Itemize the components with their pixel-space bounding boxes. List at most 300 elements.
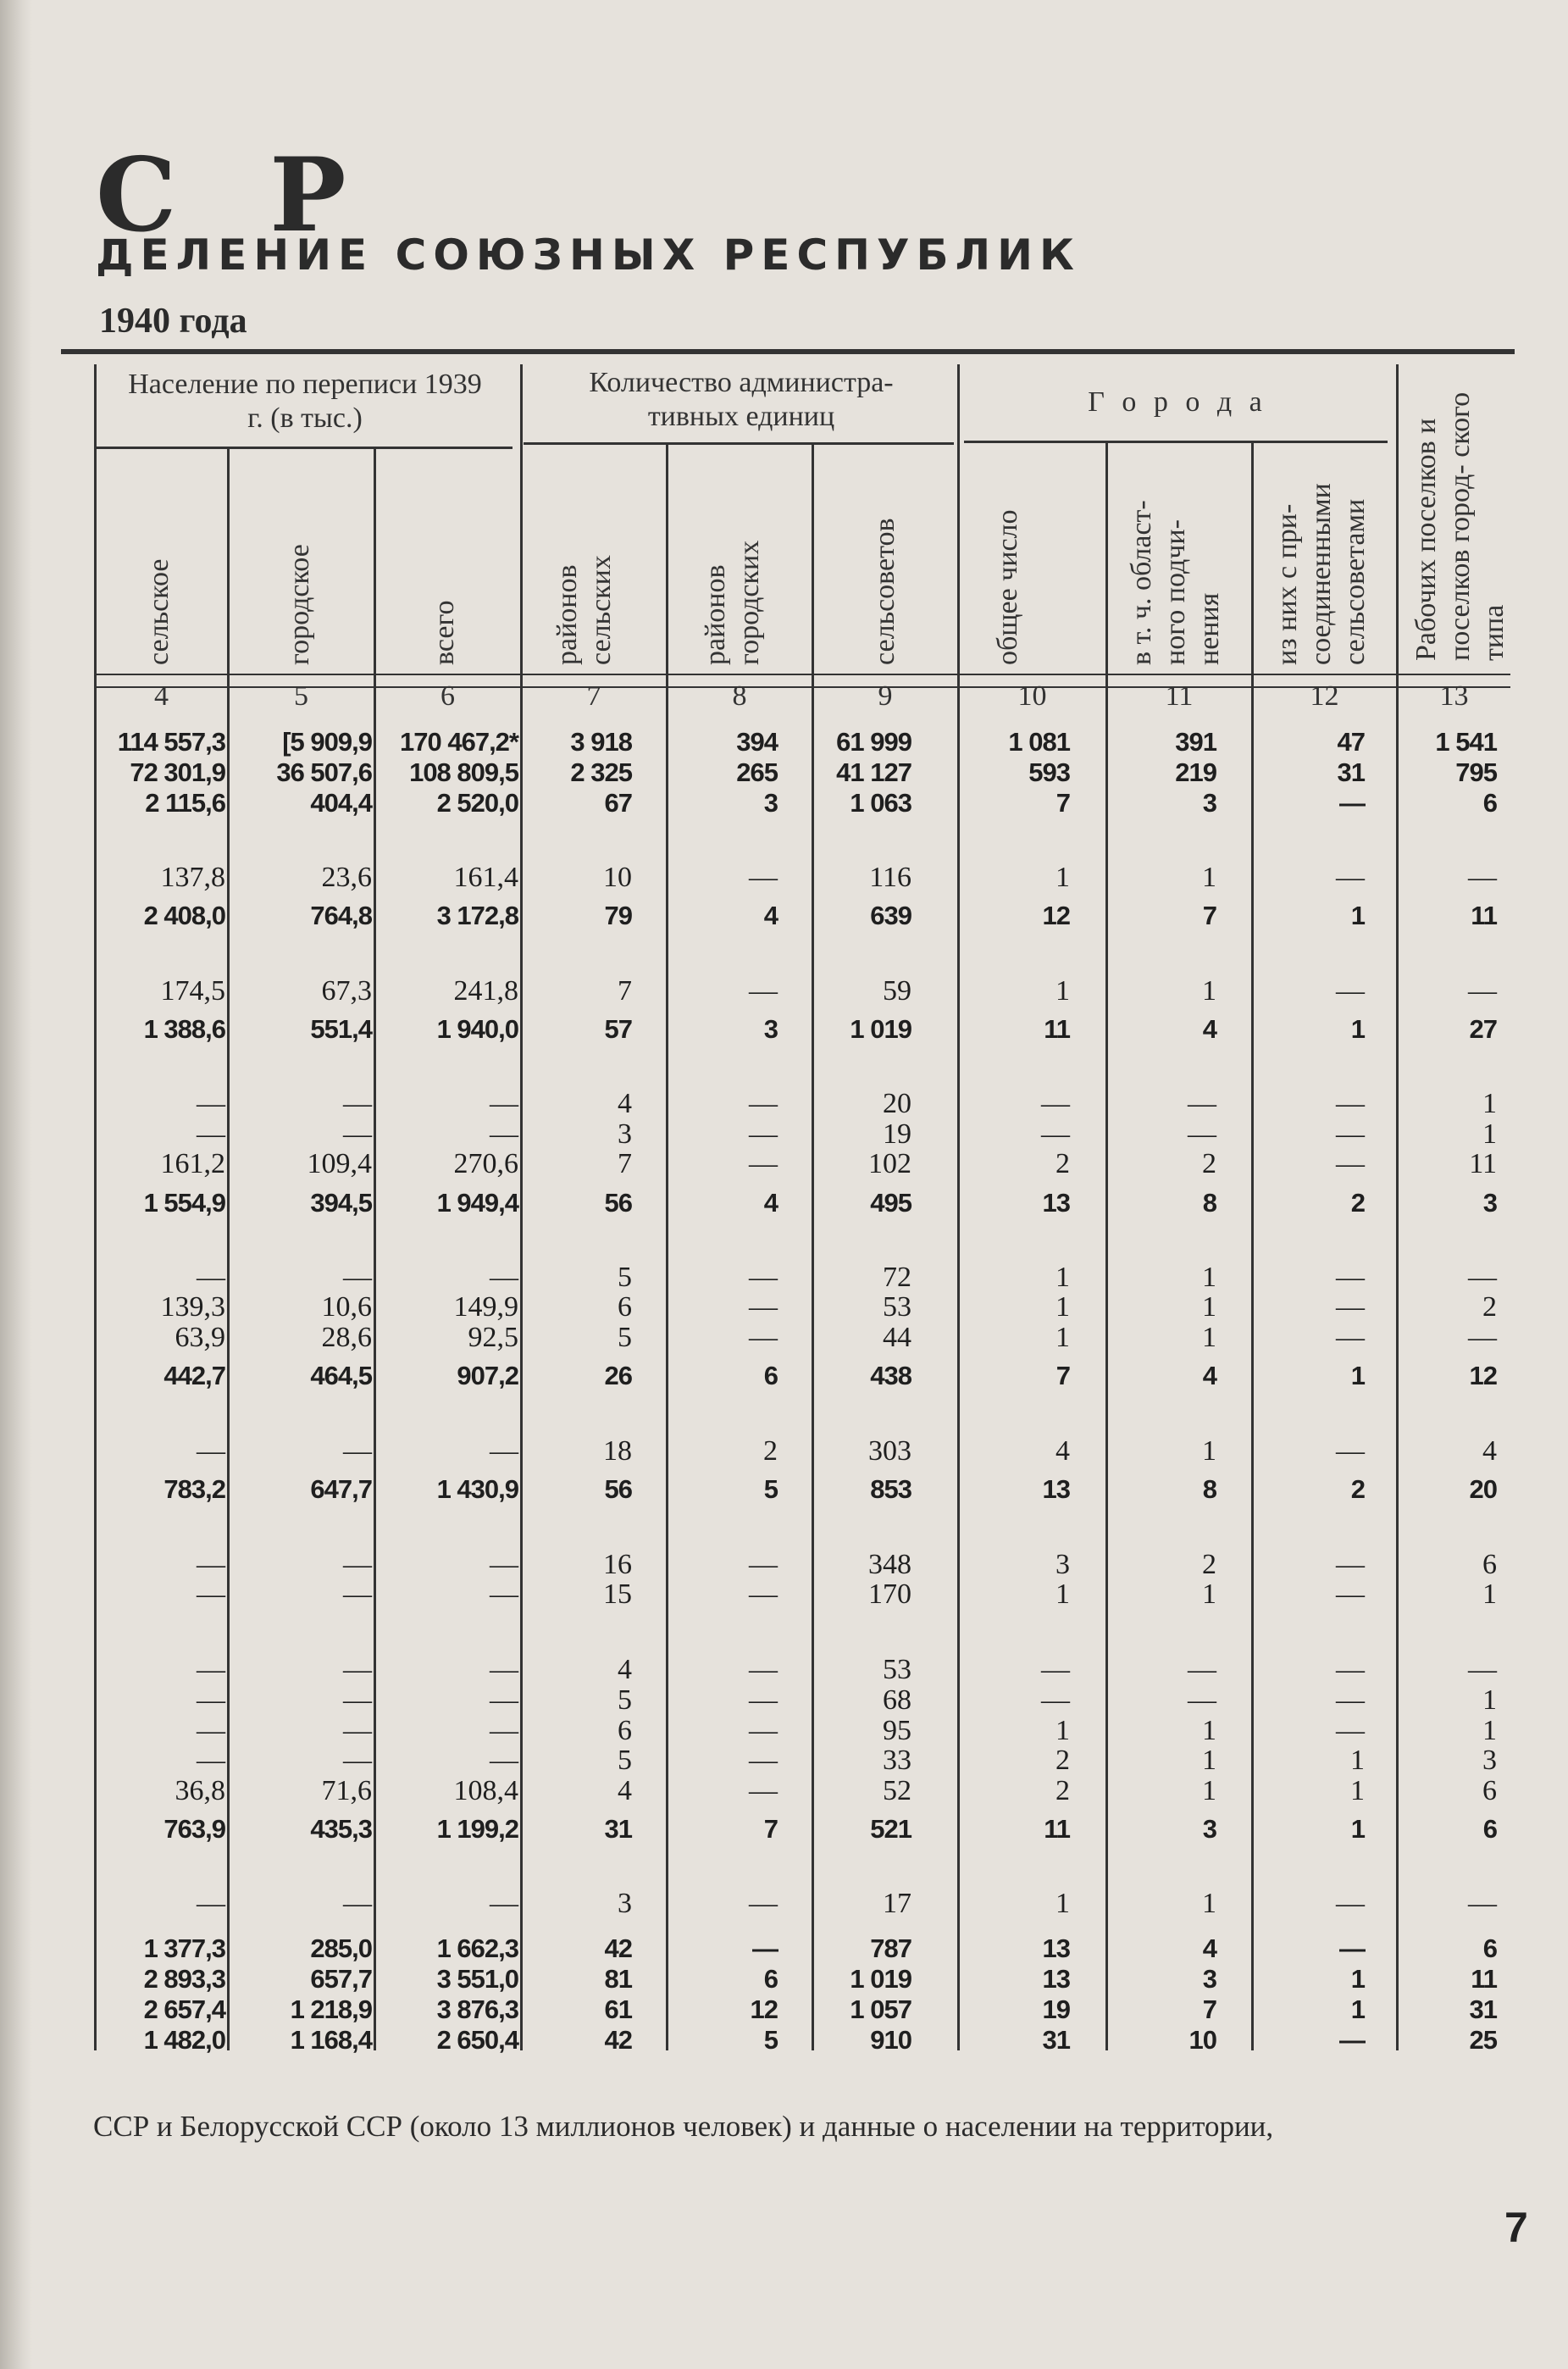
table-cell-col-13: 11 (1471, 1964, 1497, 1994)
table-row (0, 976, 1568, 1007)
table-cell-col-13: 12 (1469, 1361, 1497, 1390)
table-cell-col-10: — (1041, 1654, 1070, 1685)
table-cell-col-11: 4 (1202, 1933, 1216, 1963)
table-cell-col-5: — (343, 1549, 372, 1580)
table-cell-col-13: 3 (1482, 1188, 1497, 1218)
table-cell-col-11: 1 (1202, 1578, 1216, 1610)
table-subheading: ДЕЛЕНИЕ СОЮЗНЫХ РЕСПУБЛИК (96, 230, 1081, 280)
table-cell-col-10: — (1041, 1684, 1070, 1716)
table-cell-col-12: — (1336, 1322, 1365, 1353)
table-cell-col-4: — (197, 1549, 225, 1580)
table-cell-col-12: — (1336, 1435, 1365, 1467)
table-cell-col-4: 2 408,0 (143, 901, 225, 930)
table-cell-col-9: 44 (883, 1322, 911, 1353)
col-urban-districts: районов городских (700, 540, 765, 665)
table-cell-col-4: 174,5 (160, 975, 225, 1007)
top-rule (61, 349, 1515, 354)
table-cell-col-11: 7 (1202, 901, 1216, 930)
table-cell-col-8: — (749, 975, 778, 1007)
table-cell-col-13: 6 (1482, 788, 1497, 818)
table-cell-col-12: 1 (1350, 1814, 1365, 1844)
table-cell-col-9: 303 (868, 1435, 911, 1467)
table-cell-col-10: 11 (1044, 1014, 1070, 1044)
col-urban: городское (284, 544, 315, 665)
table-cell-col-11: — (1188, 1654, 1216, 1685)
table-cell-col-5: 36 507,6 (276, 757, 372, 787)
table-cell-col-7: 18 (603, 1435, 632, 1467)
table-cell-col-8: 7 (763, 1814, 778, 1844)
table-cell-col-13: 6 (1482, 1933, 1497, 1963)
table-cell-col-10: — (1041, 1118, 1070, 1150)
table-cell-col-4: 1 482,0 (143, 2025, 225, 2055)
table-cell-col-6: — (490, 1654, 518, 1685)
table-cell-col-12: — (1336, 1715, 1365, 1746)
table-cell-col-11: 2 (1202, 1549, 1216, 1580)
table-cell-col-7: 4 (618, 1088, 632, 1119)
table-cell-col-11: 3 (1202, 1964, 1216, 1994)
table-cell-col-13: 1 (1482, 1578, 1497, 1610)
table-cell-col-9: 1 057 (850, 1995, 911, 2024)
table-cell-col-9: 95 (883, 1715, 911, 1746)
col-number-9: 9 (878, 680, 893, 712)
table-cell-col-5: 67,3 (321, 975, 372, 1007)
table-cell-col-10: 1 (1055, 1262, 1070, 1293)
table-cell-col-10: — (1041, 1088, 1070, 1119)
table-cell-col-8: 4 (763, 901, 778, 930)
table-cell-col-5: — (343, 1715, 372, 1746)
table-cell-col-9: 17 (883, 1888, 911, 1919)
table-cell-col-11: 3 (1202, 788, 1216, 818)
table-cell-col-13: 1 (1482, 1118, 1497, 1150)
table-cell-col-10: 1 (1055, 1291, 1070, 1323)
table-cell-col-4: 137,8 (160, 862, 225, 893)
col-number-10: 10 (1017, 680, 1047, 712)
table-cell-col-5: 10,6 (321, 1291, 372, 1323)
table-cell-col-10: 3 (1055, 1549, 1070, 1580)
table-cell-col-12: — (1336, 1118, 1365, 1150)
table-cell-col-6: — (490, 1549, 518, 1580)
table-cell-col-5: — (343, 1088, 372, 1119)
table-cell-col-9: 853 (870, 1474, 911, 1504)
table-cell-col-12: — (1336, 1148, 1365, 1179)
table-cell-col-4: — (197, 1684, 225, 1716)
table-cell-col-6: 1 199,2 (436, 1814, 518, 1844)
table-cell-col-13: 2 (1482, 1291, 1497, 1323)
table-cell-col-12: — (1336, 862, 1365, 893)
col-oblast-sub: в т. ч. област- ного подчи- нения (1126, 500, 1225, 665)
col-selsovets: сельсоветов (869, 518, 900, 665)
table-cell-col-10: 1 (1055, 1888, 1070, 1919)
table-cell-col-4: 114 557,3 (117, 727, 225, 757)
table-cell-col-8: 12 (750, 1995, 778, 2024)
table-cell-col-8: — (749, 1088, 778, 1119)
table-cell-col-4: — (197, 1888, 225, 1919)
table-cell-col-4: — (197, 1578, 225, 1610)
table-cell-col-11: 1 (1202, 1775, 1216, 1806)
table-cell-col-6: — (490, 1435, 518, 1467)
table-cell-col-9: 53 (883, 1291, 911, 1323)
table-row (0, 1933, 1568, 1964)
table-cell-col-13: 6 (1482, 1814, 1497, 1844)
table-cell-col-4: 63,9 (175, 1322, 225, 1353)
table-cell-col-5: 285,0 (310, 1933, 372, 1963)
table-cell-col-9: 495 (870, 1188, 911, 1218)
table-row (0, 2025, 1568, 2056)
table-cell-col-10: 4 (1055, 1435, 1070, 1467)
table-cell-col-7: 56 (604, 1188, 632, 1218)
table-cell-col-11: 2 (1202, 1148, 1216, 1179)
table-cell-col-13: 25 (1469, 2025, 1497, 2055)
table-cell-col-13: 795 (1455, 757, 1497, 787)
table-row (0, 863, 1568, 893)
table-cell-col-12: — (1336, 1262, 1365, 1293)
table-cell-col-5: — (343, 1578, 372, 1610)
table-cell-col-11: 391 (1175, 727, 1216, 757)
table-cell-col-10: 1 (1055, 1715, 1070, 1746)
table-cell-col-5: [5 909,9 (282, 727, 372, 757)
table-cell-col-10: 31 (1042, 2025, 1070, 2055)
table-cell-col-13: 1 (1482, 1088, 1497, 1119)
table-cell-col-5: 551,4 (310, 1014, 372, 1044)
table-cell-col-7: 5 (618, 1745, 632, 1776)
table-cell-col-8: 394 (736, 727, 778, 757)
table-cell-col-5: 71,6 (321, 1775, 372, 1806)
table-cell-col-12: — (1336, 1291, 1365, 1323)
table-row (0, 1814, 1568, 1845)
col-total-count: общее число (992, 509, 1023, 665)
table-cell-col-6: 108 809,5 (409, 757, 518, 787)
table-cell-col-8: — (749, 862, 778, 893)
table-cell-col-5: — (343, 1888, 372, 1919)
table-row (0, 1745, 1568, 1776)
table-cell-col-7: 5 (618, 1684, 632, 1716)
col-rural: сельское (143, 558, 175, 665)
page-heading: С Р (96, 136, 375, 255)
table-cell-col-7: 7 (618, 1148, 632, 1179)
table-cell-col-6: — (490, 1262, 518, 1293)
table-cell-col-8: — (749, 1654, 778, 1685)
table-cell-col-7: 42 (604, 1933, 632, 1963)
table-cell-col-9: 116 (869, 862, 911, 893)
table-cell-col-4: 2 893,3 (143, 1964, 225, 1994)
table-cell-col-11: 10 (1188, 2025, 1216, 2055)
table-cell-col-5: 394,5 (310, 1188, 372, 1218)
table-cell-col-13: 11 (1471, 901, 1497, 930)
table-cell-col-8: 5 (763, 1474, 778, 1504)
col-rural-districts: районов сельских (551, 555, 617, 665)
table-cell-col-9: 521 (870, 1814, 911, 1844)
table-cell-col-6: — (490, 1715, 518, 1746)
table-cell-col-7: 5 (618, 1322, 632, 1353)
table-row (0, 1716, 1568, 1746)
table-cell-col-13: 4 (1482, 1435, 1497, 1467)
table-cell-col-4: 442,7 (163, 1361, 225, 1390)
table-cell-col-9: 787 (870, 1933, 911, 1963)
table-cell-col-12: — (1339, 2025, 1365, 2055)
group-rule-cities (964, 441, 1388, 443)
table-cell-col-6: 1 662,3 (436, 1933, 518, 1963)
table-cell-col-4: — (197, 1654, 225, 1685)
table-cell-col-6: 1 949,4 (436, 1188, 518, 1218)
table-cell-col-5: — (343, 1435, 372, 1467)
table-cell-col-12: — (1336, 1888, 1365, 1919)
table-cell-col-8: — (749, 1745, 778, 1776)
table-cell-col-7: 79 (604, 901, 632, 930)
table-row (0, 1292, 1568, 1323)
table-cell-col-4: 2 115,6 (145, 788, 225, 818)
table-cell-col-7: 56 (604, 1474, 632, 1504)
table-cell-col-5: 28,6 (321, 1322, 372, 1353)
table-cell-col-6: 2 650,4 (436, 2025, 518, 2055)
table-cell-col-9: 59 (883, 975, 911, 1007)
table-cell-col-11: 1 (1202, 1435, 1216, 1467)
table-cell-col-13: — (1468, 1654, 1497, 1685)
col-number-12: 12 (1310, 680, 1339, 712)
table-cell-col-10: 2 (1055, 1745, 1070, 1776)
table-cell-col-9: 910 (870, 2025, 911, 2055)
table-cell-col-10: 1 (1055, 1322, 1070, 1353)
table-cell-col-5: — (343, 1262, 372, 1293)
table-cell-col-11: 1 (1202, 862, 1216, 893)
table-cell-col-5: 1 218,9 (290, 1995, 372, 2024)
table-cell-col-7: 26 (604, 1361, 632, 1390)
table-cell-col-10: 593 (1028, 757, 1070, 787)
table-cell-col-9: 41 127 (836, 757, 911, 787)
table-cell-col-4: 763,9 (163, 1814, 225, 1844)
table-cell-col-10: 13 (1042, 1188, 1070, 1218)
table-cell-col-12: 1 (1350, 1964, 1365, 1994)
table-cell-col-8: — (749, 1118, 778, 1150)
table-cell-col-9: 52 (883, 1775, 911, 1806)
table-cell-col-7: 31 (604, 1814, 632, 1844)
table-cell-col-7: 2 325 (570, 757, 632, 787)
table-cell-col-11: 1 (1202, 1745, 1216, 1776)
table-cell-col-5: — (343, 1684, 372, 1716)
table-cell-col-9: 68 (883, 1684, 911, 1716)
table-cell-col-9: 102 (868, 1148, 911, 1179)
table-cell-col-6: 1 430,9 (436, 1474, 518, 1504)
table-cell-col-11: — (1188, 1684, 1216, 1716)
table-row (0, 1964, 1568, 1995)
table-cell-col-6: — (490, 1888, 518, 1919)
col-number-8: 8 (732, 680, 747, 712)
table-cell-col-10: 11 (1044, 1814, 1070, 1844)
table-cell-col-5: — (343, 1654, 372, 1685)
table-cell-col-11: 1 (1202, 975, 1216, 1007)
table-cell-col-7: 3 (618, 1888, 632, 1919)
table-cell-col-7: 3 (618, 1118, 632, 1150)
table-row (0, 1655, 1568, 1685)
table-cell-col-12: 31 (1337, 757, 1365, 787)
table-cell-col-4: 36,8 (175, 1775, 225, 1806)
table-cell-col-10: 1 081 (1008, 727, 1070, 757)
table-cell-col-11: — (1188, 1118, 1216, 1150)
table-cell-col-8: 6 (763, 1361, 778, 1390)
table-cell-col-12: 1 (1350, 901, 1365, 930)
table-row (0, 1323, 1568, 1353)
table-cell-col-4: 1 554,9 (143, 1188, 225, 1218)
table-cell-col-11: 7 (1202, 1995, 1216, 2024)
table-cell-col-6: — (490, 1118, 518, 1150)
table-cell-col-13: 11 (1469, 1148, 1497, 1179)
table-cell-col-9: 1 019 (850, 1964, 911, 1994)
table-cell-col-7: 4 (618, 1775, 632, 1806)
table-cell-col-12: 47 (1337, 727, 1365, 757)
col-number-6: 6 (440, 680, 455, 712)
table-cell-col-8: 5 (763, 2025, 778, 2055)
table-cell-col-11: 4 (1202, 1361, 1216, 1390)
table-cell-col-6: 3 172,8 (436, 901, 518, 930)
table-cell-col-12: — (1336, 1549, 1365, 1580)
table-cell-col-10: 13 (1042, 1964, 1070, 1994)
col-number-13: 13 (1439, 680, 1469, 712)
table-cell-col-7: 81 (604, 1964, 632, 1994)
table-cell-col-13: — (1468, 975, 1497, 1007)
table-cell-col-4: — (197, 1088, 225, 1119)
table-cell-col-4: — (197, 1262, 225, 1293)
table-cell-col-13: — (1468, 1888, 1497, 1919)
header-rule (96, 674, 1510, 675)
table-row (0, 1995, 1568, 2025)
table-cell-col-13: 31 (1469, 1995, 1497, 2024)
table-cell-col-10: 1 (1055, 1578, 1070, 1610)
table-cell-col-4: 2 657,4 (143, 1995, 225, 2024)
table-cell-col-6: 92,5 (468, 1322, 518, 1353)
table-cell-col-10: 1 (1055, 862, 1070, 893)
table-cell-col-12: — (1336, 975, 1365, 1007)
table-cell-col-6: 170 467,2* (400, 727, 518, 757)
table-cell-col-11: 1 (1202, 1291, 1216, 1323)
table-cell-col-4: — (197, 1745, 225, 1776)
table-cell-col-8: 6 (763, 1964, 778, 1994)
table-cell-col-8: — (749, 1888, 778, 1919)
table-cell-col-9: 348 (868, 1549, 911, 1580)
table-row (0, 1776, 1568, 1806)
table-cell-col-4: 161,2 (160, 1148, 225, 1179)
col-total: всего (429, 600, 460, 665)
table-row (0, 1262, 1568, 1293)
table-cell-col-5: 464,5 (310, 1361, 372, 1390)
table-cell-col-12: — (1339, 788, 1365, 818)
table-cell-col-8: — (749, 1578, 778, 1610)
table-cell-col-4: 139,3 (160, 1291, 225, 1323)
table-cell-col-11: — (1188, 1088, 1216, 1119)
col-number-5: 5 (294, 680, 308, 712)
table-cell-col-8: — (749, 1262, 778, 1293)
table-row (0, 1550, 1568, 1580)
table-cell-col-8: — (749, 1148, 778, 1179)
table-cell-col-5: 404,4 (310, 788, 372, 818)
table-cell-col-8: — (749, 1684, 778, 1716)
table-cell-col-12: — (1339, 1933, 1365, 1963)
table-cell-col-13: 3 (1482, 1745, 1497, 1776)
table-cell-col-7: 6 (618, 1291, 632, 1323)
table-cell-col-6: 3 551,0 (436, 1964, 518, 1994)
table-cell-col-7: 3 918 (570, 727, 632, 757)
table-row (0, 788, 1568, 818)
table-cell-col-8: — (749, 1549, 778, 1580)
table-cell-col-4: — (197, 1435, 225, 1467)
table-row (0, 757, 1568, 788)
table-cell-col-12: — (1336, 1088, 1365, 1119)
col-number-11: 11 (1165, 680, 1194, 712)
table-cell-col-11: 4 (1202, 1014, 1216, 1044)
table-cell-col-8: — (749, 1715, 778, 1746)
table-cell-col-11: 1 (1202, 1715, 1216, 1746)
table-cell-col-8: — (749, 1775, 778, 1806)
table-row (0, 1119, 1568, 1150)
table-cell-col-4: 1 388,6 (143, 1014, 225, 1044)
table-cell-col-7: 57 (604, 1014, 632, 1044)
table-cell-col-5: 435,3 (310, 1814, 372, 1844)
table-cell-col-13: — (1468, 1262, 1497, 1293)
table-cell-col-6: 161,4 (453, 862, 518, 893)
table-cell-col-6: 907,2 (457, 1361, 518, 1390)
table-cell-col-6: 1 940,0 (436, 1014, 518, 1044)
table-cell-col-7: 42 (604, 2025, 632, 2055)
table-cell-col-12: 1 (1350, 1995, 1365, 2024)
table-cell-col-7: 4 (618, 1654, 632, 1685)
table-cell-col-5: — (343, 1118, 372, 1150)
table-cell-col-4: 783,2 (163, 1474, 225, 1504)
group-rule-admin (524, 442, 954, 445)
table-cell-col-8: — (752, 1933, 778, 1963)
table-cell-col-7: 5 (618, 1262, 632, 1293)
table-cell-col-7: 61 (604, 1995, 632, 2024)
table-cell-col-11: 3 (1202, 1814, 1216, 1844)
table-cell-col-11: 219 (1175, 757, 1216, 787)
table-cell-col-9: 19 (883, 1118, 911, 1150)
table-cell-col-6: 2 520,0 (436, 788, 518, 818)
table-cell-col-12: — (1336, 1654, 1365, 1685)
table-cell-col-7: 10 (603, 862, 632, 893)
table-row (0, 1014, 1568, 1045)
table-cell-col-13: 1 (1482, 1715, 1497, 1746)
table-cell-col-11: 8 (1202, 1188, 1216, 1218)
group-header-cities: Г о р о д а (1088, 386, 1267, 418)
table-row (0, 1149, 1568, 1179)
table-cell-col-9: 1 019 (850, 1014, 911, 1044)
table-cell-col-5: 1 168,4 (290, 2025, 372, 2055)
table-cell-col-4: 72 301,9 (130, 757, 225, 787)
table-row (0, 1889, 1568, 1919)
table-cell-col-10: 13 (1042, 1933, 1070, 1963)
table-cell-col-8: 3 (763, 1014, 778, 1044)
table-cell-col-8: 2 (763, 1435, 778, 1467)
table-cell-col-10: 2 (1055, 1775, 1070, 1806)
table-cell-col-8: 265 (736, 757, 778, 787)
table-row (0, 1685, 1568, 1716)
table-cell-col-6: — (490, 1745, 518, 1776)
table-cell-col-9: 639 (870, 901, 911, 930)
table-cell-col-7: 15 (603, 1578, 632, 1610)
table-row (0, 1361, 1568, 1391)
table-cell-col-9: 53 (883, 1654, 911, 1685)
col-attached: из них с при- соединенными сельсоветами (1272, 483, 1371, 665)
group-header-workers: Рабочих поселков и поселков город- ского типа (1410, 391, 1510, 661)
table-cell-col-6: 3 876,3 (436, 1995, 518, 2024)
col-number-4: 4 (154, 680, 169, 712)
table-cell-col-6: 241,8 (453, 975, 518, 1007)
table-cell-col-12: 1 (1350, 1014, 1365, 1044)
table-cell-col-10: 13 (1042, 1474, 1070, 1504)
group-header-population: Население по переписи 1939 г. (в тыс.) (128, 369, 482, 434)
table-row (0, 727, 1568, 757)
group-rule-population (96, 447, 513, 449)
table-cell-col-13: 6 (1482, 1775, 1497, 1806)
table-cell-col-10: 7 (1055, 1361, 1070, 1390)
table-cell-col-4: — (197, 1715, 225, 1746)
